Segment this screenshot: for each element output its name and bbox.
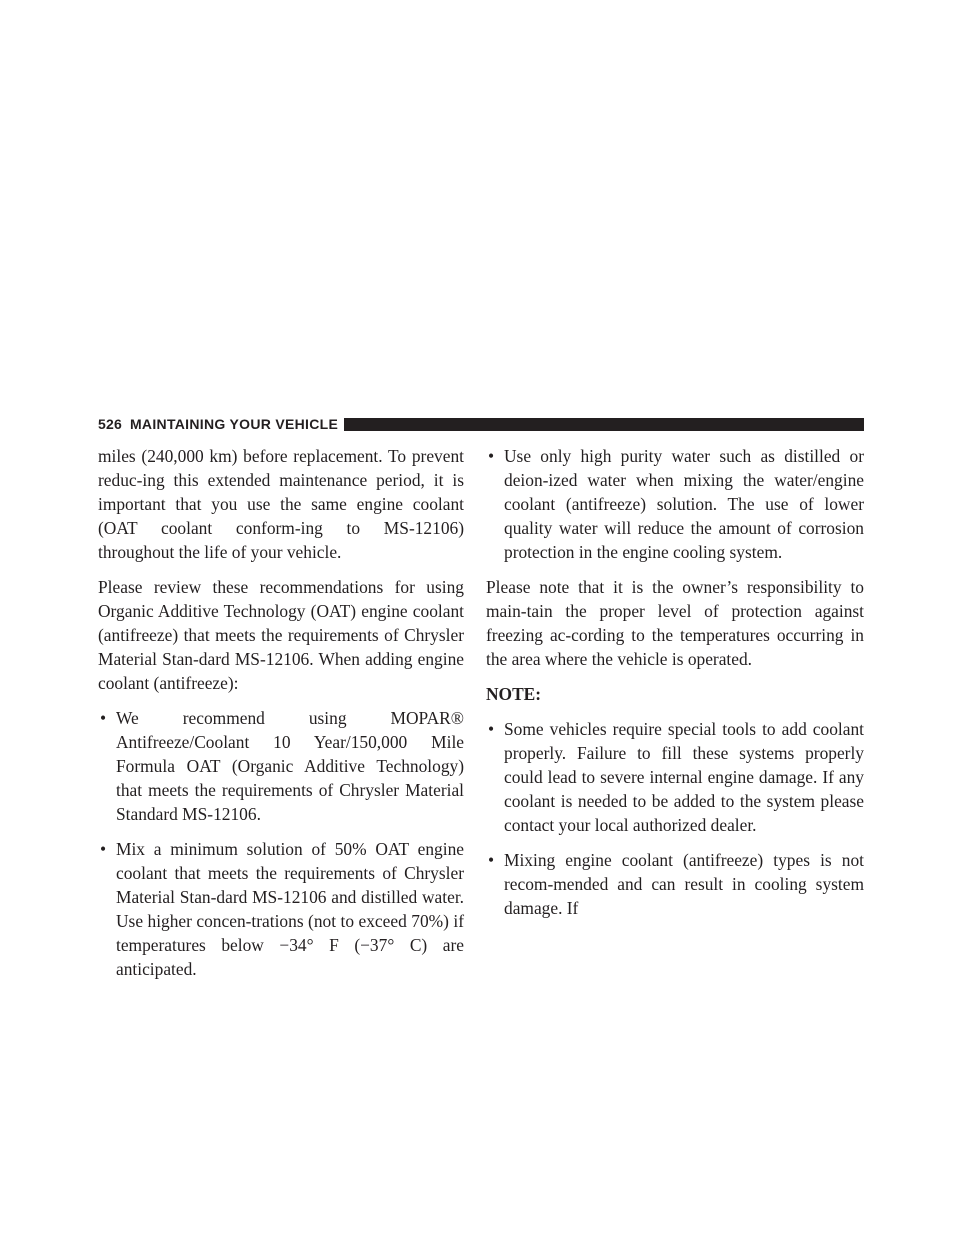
header-rule <box>344 418 864 431</box>
left-column <box>98 444 464 992</box>
list-item-text: Some vehicles require special tools to add coolant properly. Failure to fill these systems properly could lead to severe internal engine damage. If any coolant is needed to be added to the system please contact your local authorized dealer. <box>504 719 864 835</box>
list-item-text: Use only high purity water such as distilled or deion-ized water when mixing the water/engine coolant (antifreeze) solution. The use of lower quality water will reduce the amount of corrosion protection in the engine cooling system. <box>504 446 864 562</box>
list-item-text: Mixing engine coolant (antifreeze) types is not recom-mended and can result in cooling system damage. If <box>504 850 864 918</box>
list-item <box>486 717 864 837</box>
list-item <box>486 444 864 564</box>
bullet-icon: • <box>488 850 495 870</box>
paragraph-continued: miles (240,000 km) before replacement. To prevent reduc-ing this extended maintenance period, it is important that you use the same engine coolant (OAT coolant conform-ing to MS-12106) throughout the life of your vehicle. <box>98 446 464 562</box>
page-number: 526 <box>98 416 122 432</box>
section-title: MAINTAINING YOUR VEHICLE <box>129 416 339 432</box>
list-item-text: Mix a minimum solution of 50% OAT engine coolant that meets the requirements of Chrysler Material Stan-dard MS-12106 and distilled water. Use higher concen-trations (not to exceed 70%) if temperatures below −34° F (−37° C) are anticipated. <box>116 839 464 979</box>
paragraph-recommendations: Please review these recommendations for using Organic Additive Technology (OAT) engine coolant (antifreeze) that meets the requirements of Chrysler Material Stan-dard MS-12106. When adding engine coolant (antifreeze): <box>98 577 464 693</box>
page-header <box>98 414 864 434</box>
paragraph-owner-responsibility: Please note that it is the owner’s responsibility to main-tain the proper level of protection against freezing ac-cording to the temperatures occurring in the area where the vehicle is operated. <box>486 577 864 669</box>
right-column <box>486 444 864 931</box>
bullet-icon: • <box>488 446 495 466</box>
list-item-text: We recommend using MOPAR® Antifreeze/Coolant 10 Year/150,000 Mile Formula OAT (Organic Additive Technology) that meets the requirements of Chrysler Material Standard MS-12106. <box>116 708 464 824</box>
bullet-icon: • <box>488 719 495 739</box>
bullet-icon: • <box>100 708 107 728</box>
list-item <box>98 837 464 981</box>
list-item <box>486 848 864 920</box>
list-item <box>98 706 464 826</box>
note-label: NOTE: <box>486 684 542 704</box>
bullet-icon: • <box>100 839 107 859</box>
